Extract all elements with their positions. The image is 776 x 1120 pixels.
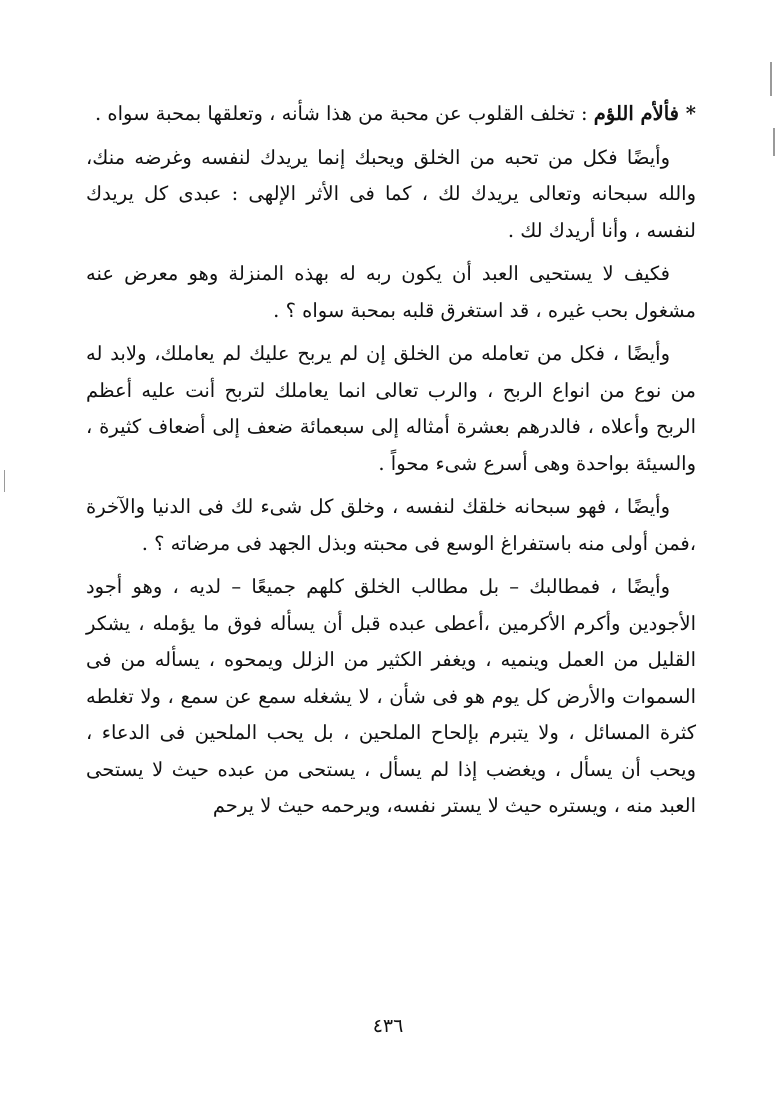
paragraph-4: وأيضًا ، فكل من تعامله من الخلق إن لم يربح عليك لم يعاملك، ولابد له من نوع من انواع الربح ، والرب تعالى انما يعاملك لتربح أنت عليه أعظم الربح وأعلاه ، فالدرهم بعشرة أمثاله إلى سبعمائة ضعف إلى أضعاف كثيرة ، والسيئة بواحدة وهى أسرع شىء محواً . <box>86 342 696 475</box>
body-text <box>86 96 696 832</box>
paragraph-1 <box>86 96 696 133</box>
scan-edge-mark <box>4 470 5 492</box>
paragraph-lead: * فألأم اللؤم <box>593 102 696 125</box>
paragraph-6: وأيضًا ، فمطالبك – بل مطالب الخلق كلهم جميعًا – لديه ، وهو أجود الأجودين وأكرم الأكرمين ،أعطى عبده قبل أن يسأله فوق ما يؤمله ، يشكر القليل من العمل وينميه ، ويغفر الكثير من الزلل ويمحوه ، يسأله من فى السموات والأرض كل يوم هو فى شأن ، لا يشغله سمع عن سمع ، ولا تغلطه كثرة المسائل ، ولا يتبرم بإلحاح الملحين ، بل يحب الملحين فى الدعاء ، ويحب أن يسأل ، ويغضب إذا لم يسأل ، يستحى من عبده حيث لا يستحى العبد منه ، ويستره حيث لا يستر نفسه، ويرحمه حيث لا يرحم <box>86 575 696 817</box>
paragraph-2: وأيضًا فكل من تحبه من الخلق ويحبك إنما يريدك لنفسه وغرضه منك، والله سبحانه وتعالى يريدك لك ، كما فى الأثر الإلهى : عبدى كل يريدك لنفسه ، وأنا أريدك لك . <box>86 145 696 242</box>
paragraph-3: فكيف لا يستحيى العبد أن يكون ربه له بهذه المنزلة وهو معرض عنه مشغول بحب غيره ، قد استغرق قلبه بمحبة سواه ؟ . <box>86 262 696 322</box>
scan-edge-mark <box>773 128 775 156</box>
scan-edge-mark <box>770 62 772 96</box>
page-number: ٤٣٦ <box>372 1015 404 1037</box>
paragraph-5: وأيضًا ، فهو سبحانه خلقك لنفسه ، وخلق كل شىء لك فى الدنيا والآخرة ،فمن أولى منه باستفراغ الوسع فى محبته وبذل الجهد فى مرضاته ؟ . <box>86 495 696 555</box>
paragraph-text: : تخلف القلوب عن محبة من هذا شأنه ، وتعلقها بمحبة سواه . <box>94 102 594 125</box>
